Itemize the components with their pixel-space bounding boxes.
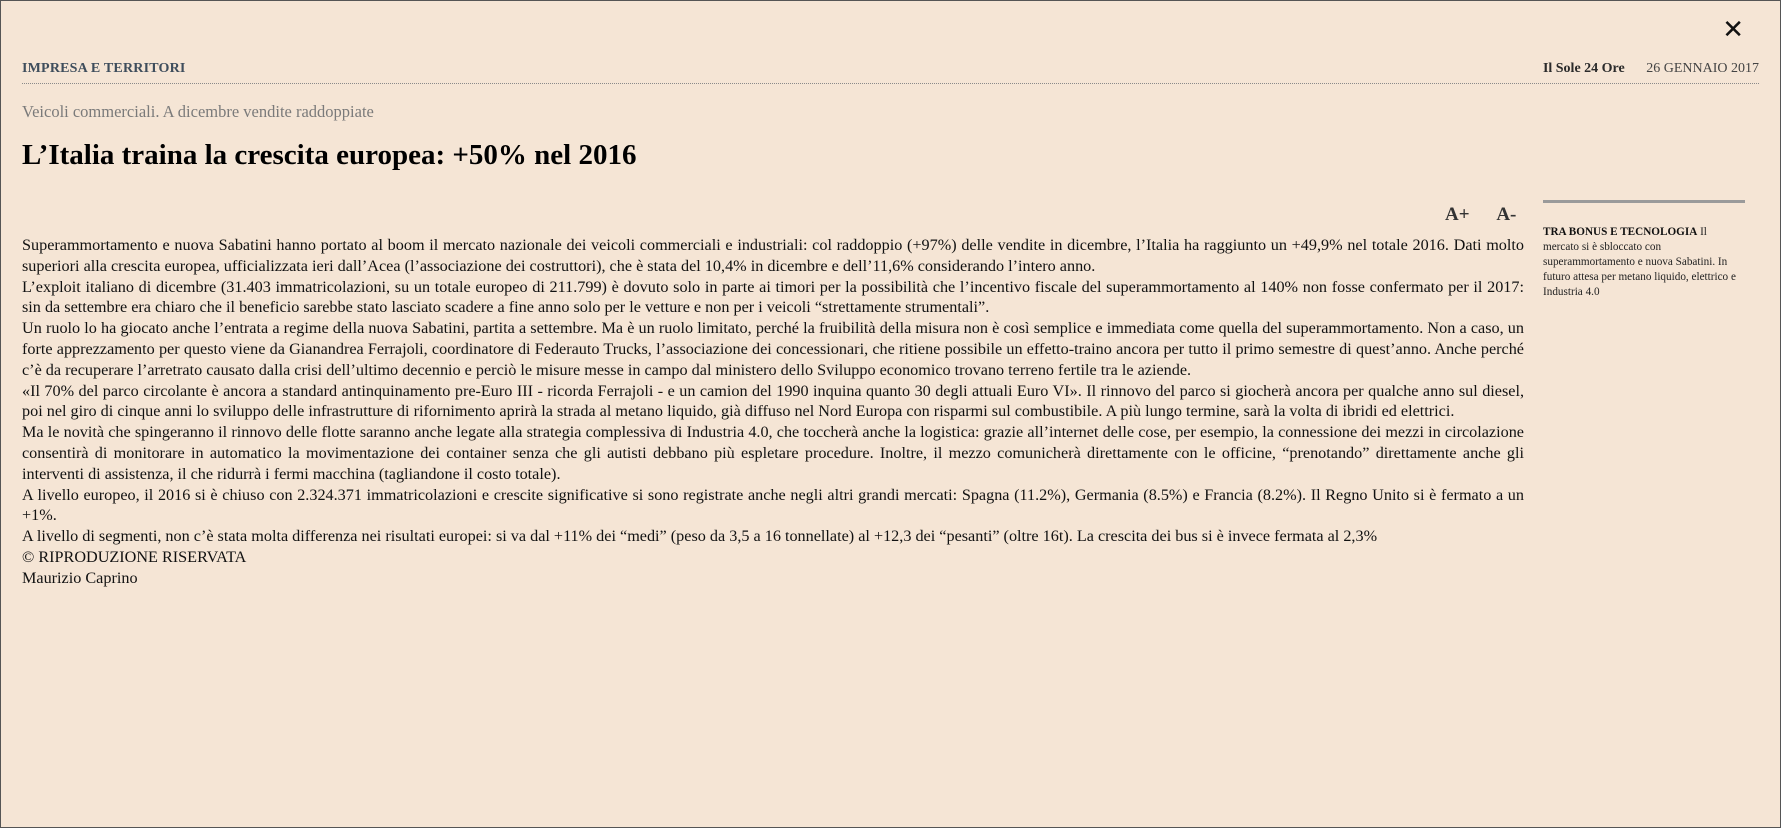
sidebar-title: TRA BONUS E TECNOLOGIA (1543, 226, 1698, 238)
publication-date: 26 GENNAIO 2017 (1646, 61, 1759, 76)
article-paragraph: L’exploit italiano di dicembre (31.403 immatricolazioni, su un totale europeo di 211.799) è dovuto solo in parte ai timori per la possibilità che l’incentivo fiscale del superammortamento al 140% non fosse confermato per il 2017: sin da settembre era chiaro che il beneficio sarebbe stato lasciato scadere a fine anno solo per le vetture e non per i veicoli “strettamente strumentali”. (22, 277, 1524, 317)
article-paragraph: «Il 70% del parco circolante è ancora a standard antinquinamento pre-Euro III - ricorda Ferrajoli - e un camion del 1990 inquina quanto 30 degli attuali Euro VI». Il rinnovo del parco si giocherà ancora per qualche anno sul diesel, poi nel giro di cinque anni lo sviluppo delle infrastrutture di rifornimento aprirà la strada al metano liquido, già diffuso nel Nord Europa con risparmi sul combustibile. A più lungo termine, sarà la volta di ibridi ed elettrici. (22, 381, 1524, 421)
sidebar-box (1543, 200, 1745, 300)
article-paragraph: A livello di segmenti, non c’è stata molta differenza nei risultati europei: si va dal +11% dei “medi” (peso da 3,5 a 16 tonnellate) al +12,3 dei “pesanti” (oltre 16t). La crescita dei bus si è invece fermata al 2,3% (22, 527, 1378, 546)
section-label: IMPRESA E TERRITORI (22, 61, 186, 76)
copyright-notice: © RIPRODUZIONE RISERVATA (22, 547, 247, 566)
article-author: Maurizio Caprino (22, 568, 138, 587)
article-header (22, 57, 1759, 84)
font-size-controls (1445, 204, 1516, 226)
article-paragraph: A livello europeo, il 2016 si è chiuso con 2.324.371 immatricolazioni e crescite significative si sono registrate anche negli altri grandi mercati: Spagna (11.2%), Germania (8.5%) e Francia (8.2%). Il Regno Unito si è fermato a un +1%. (22, 485, 1524, 525)
font-decrease-button[interactable]: A- (1496, 204, 1517, 225)
article-body (22, 235, 1524, 589)
article-paragraph: Superammortamento e nuova Sabatini hanno portato al boom il mercato nazionale dei veicoli commerciali e industriali: col raddoppio (+97%) delle vendite in dicembre, l’Italia ha raggiunto un +49,9% nel totale 2016. Dati molto superiori alla crescita europea, ufficializzata ieri dall’Acea (l’associazione dei costruttori), che è stata del 10,4% in dicembre e dell’11,6% considerando l’intero anno. (22, 236, 1524, 275)
source-label: Il Sole 24 Ore (1542, 61, 1625, 76)
article-paragraph: Ma le novità che spingeranno il rinnovo delle flotte saranno anche legate alla strategia complessiva di Industria 4.0, che toccherà anche la logistica: grazie all’internet delle cose, per esempio, la connessione dei mezzi in circolazione consentirà di monitorare in automatico la movimentazione dei container senza che gli autisti debbano più espletare procedure. Inoltre, il mezzo comunicherà direttamente con le officine, “prenotando” direttamente anche gli interventi di assistenza, il che ridurrà i fermi macchina (tagliandone il costo totale). (22, 423, 1524, 483)
article-headline: L’Italia traina la crescita europea: +50% nel 2016 (22, 139, 637, 171)
article-paragraph: Un ruolo lo ha giocato anche l’entrata a regime della nuova Sabatini, partita a settembre. Ma è un ruolo limitato, perché la fruibilità della misura non è così semplice e immediata come quella del superammortamento. Non a caso, un forte apprezzamento per questo viene da Gianandrea Ferrajoli, coordinatore di Federauto Trucks, l’associazione dei concessionari, che ritiene possibile un effetto-traino ancora per tutto il primo semestre di quest’anno. Anche perché c’è da recuperare l’arretrato causato dalla crisi dell’ultimo decennio e perciò le misure messe in campo dal ministero dello Sviluppo economico trovano terreno fertile tra le aziende. (22, 319, 1524, 379)
close-icon[interactable]: ✕ (1722, 15, 1744, 45)
header-meta (1543, 61, 1759, 77)
close-button[interactable] (1722, 17, 1744, 43)
font-increase-button[interactable]: A+ (1445, 204, 1470, 225)
sidebar-text: Il mercato si è sbloccato con superammortamento e nuova Sabatini. In futuro attesa per metano liquido, elettrico e Industria 4.0 (1543, 226, 1736, 298)
article-kicker: Veicoli commerciali. A dicembre vendite raddoppiate (22, 102, 374, 121)
